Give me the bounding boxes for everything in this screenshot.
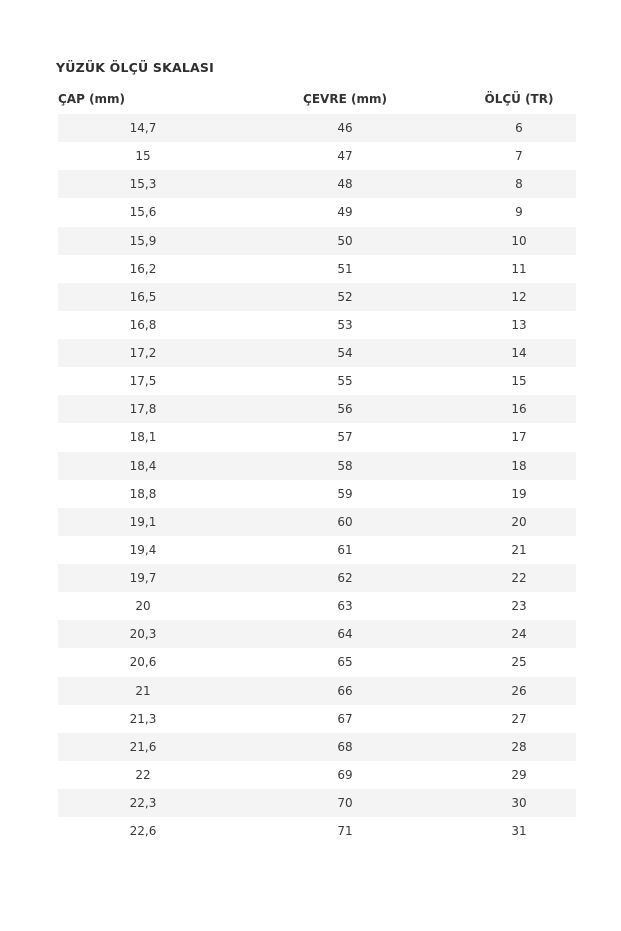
- table-row: [58, 592, 576, 620]
- circumference-cell: 64: [228, 620, 462, 648]
- table-row: [58, 227, 576, 255]
- table-row: [58, 395, 576, 423]
- circumference-cell: 52: [228, 283, 462, 311]
- diameter-cell: 20,6: [58, 648, 228, 676]
- circumference-cell: 55: [228, 367, 462, 395]
- size-cell: 11: [462, 255, 576, 283]
- circumference-cell: 71: [228, 817, 462, 845]
- size-cell: 12: [462, 283, 576, 311]
- table-row: [58, 367, 576, 395]
- size-cell: 17: [462, 423, 576, 451]
- circumference-cell: 68: [228, 733, 462, 761]
- size-cell: 29: [462, 761, 576, 789]
- size-cell: 9: [462, 198, 576, 226]
- size-cell: 24: [462, 620, 576, 648]
- circumference-cell: 69: [228, 761, 462, 789]
- diameter-cell: 18,4: [58, 452, 228, 480]
- diameter-cell: 19,7: [58, 564, 228, 592]
- circumference-cell: 62: [228, 564, 462, 592]
- size-cell: 22: [462, 564, 576, 592]
- table-row: [58, 789, 576, 817]
- table-row: [58, 311, 576, 339]
- diameter-cell: 15,6: [58, 198, 228, 226]
- diameter-cell: 20: [58, 592, 228, 620]
- table-row: [58, 677, 576, 705]
- size-cell: 19: [462, 480, 576, 508]
- table-row: [58, 480, 576, 508]
- diameter-cell: 15,9: [58, 227, 228, 255]
- size-cell: 28: [462, 733, 576, 761]
- diameter-cell: 22,3: [58, 789, 228, 817]
- table-row: [58, 423, 576, 451]
- diameter-cell: 21,3: [58, 705, 228, 733]
- size-cell: 13: [462, 311, 576, 339]
- circumference-cell: 56: [228, 395, 462, 423]
- size-cell: 6: [462, 114, 576, 142]
- table-row: [58, 170, 576, 198]
- diameter-cell: 19,1: [58, 508, 228, 536]
- diameter-cell: 17,8: [58, 395, 228, 423]
- size-cell: 26: [462, 677, 576, 705]
- size-cell: 10: [462, 227, 576, 255]
- diameter-cell: 17,5: [58, 367, 228, 395]
- column-header-circumference: ÇEVRE (mm): [303, 92, 387, 106]
- table-row: [58, 198, 576, 226]
- circumference-cell: 63: [228, 592, 462, 620]
- diameter-cell: 21,6: [58, 733, 228, 761]
- size-cell: 15: [462, 367, 576, 395]
- table-row: [58, 508, 576, 536]
- size-cell: 16: [462, 395, 576, 423]
- size-cell: 31: [462, 817, 576, 845]
- table-row: [58, 620, 576, 648]
- table-row: [58, 142, 576, 170]
- size-cell: 8: [462, 170, 576, 198]
- circumference-cell: 54: [228, 339, 462, 367]
- diameter-cell: 22: [58, 761, 228, 789]
- diameter-cell: 21: [58, 677, 228, 705]
- diameter-cell: 15,3: [58, 170, 228, 198]
- circumference-cell: 58: [228, 452, 462, 480]
- page-title: YÜZÜK ÖLÇÜ SKALASI: [56, 60, 214, 75]
- size-cell: 30: [462, 789, 576, 817]
- table-row: [58, 452, 576, 480]
- diameter-cell: 22,6: [58, 817, 228, 845]
- circumference-cell: 48: [228, 170, 462, 198]
- table-row: [58, 339, 576, 367]
- circumference-cell: 67: [228, 705, 462, 733]
- diameter-cell: 19,4: [58, 536, 228, 564]
- table-row: [58, 283, 576, 311]
- size-cell: 18: [462, 452, 576, 480]
- table-row: [58, 761, 576, 789]
- size-cell: 21: [462, 536, 576, 564]
- table-row: [58, 564, 576, 592]
- size-cell: 23: [462, 592, 576, 620]
- circumference-cell: 53: [228, 311, 462, 339]
- circumference-cell: 65: [228, 648, 462, 676]
- circumference-cell: 47: [228, 142, 462, 170]
- table-row: [58, 817, 576, 845]
- table-header-row: [58, 84, 576, 114]
- table-row: [58, 114, 576, 142]
- diameter-cell: 16,8: [58, 311, 228, 339]
- column-header-diameter: ÇAP (mm): [58, 92, 126, 106]
- circumference-cell: 61: [228, 536, 462, 564]
- diameter-cell: 16,2: [58, 255, 228, 283]
- circumference-cell: 66: [228, 677, 462, 705]
- diameter-cell: 18,8: [58, 480, 228, 508]
- table-row: [58, 705, 576, 733]
- circumference-cell: 49: [228, 198, 462, 226]
- diameter-cell: 18,1: [58, 423, 228, 451]
- circumference-cell: 60: [228, 508, 462, 536]
- circumference-cell: 51: [228, 255, 462, 283]
- size-cell: 7: [462, 142, 576, 170]
- size-cell: 25: [462, 648, 576, 676]
- circumference-cell: 70: [228, 789, 462, 817]
- table-row: [58, 733, 576, 761]
- circumference-cell: 46: [228, 114, 462, 142]
- diameter-cell: 16,5: [58, 283, 228, 311]
- diameter-cell: 15: [58, 142, 228, 170]
- circumference-cell: 57: [228, 423, 462, 451]
- circumference-cell: 59: [228, 480, 462, 508]
- table-body: [58, 114, 576, 845]
- diameter-cell: 20,3: [58, 620, 228, 648]
- circumference-cell: 50: [228, 227, 462, 255]
- diameter-cell: 17,2: [58, 339, 228, 367]
- column-header-size: ÖLÇÜ (TR): [484, 92, 554, 106]
- diameter-cell: 14,7: [58, 114, 228, 142]
- table-row: [58, 255, 576, 283]
- table-row: [58, 536, 576, 564]
- size-cell: 27: [462, 705, 576, 733]
- ring-size-table: [58, 84, 576, 845]
- size-cell: 20: [462, 508, 576, 536]
- size-cell: 14: [462, 339, 576, 367]
- table-row: [58, 648, 576, 676]
